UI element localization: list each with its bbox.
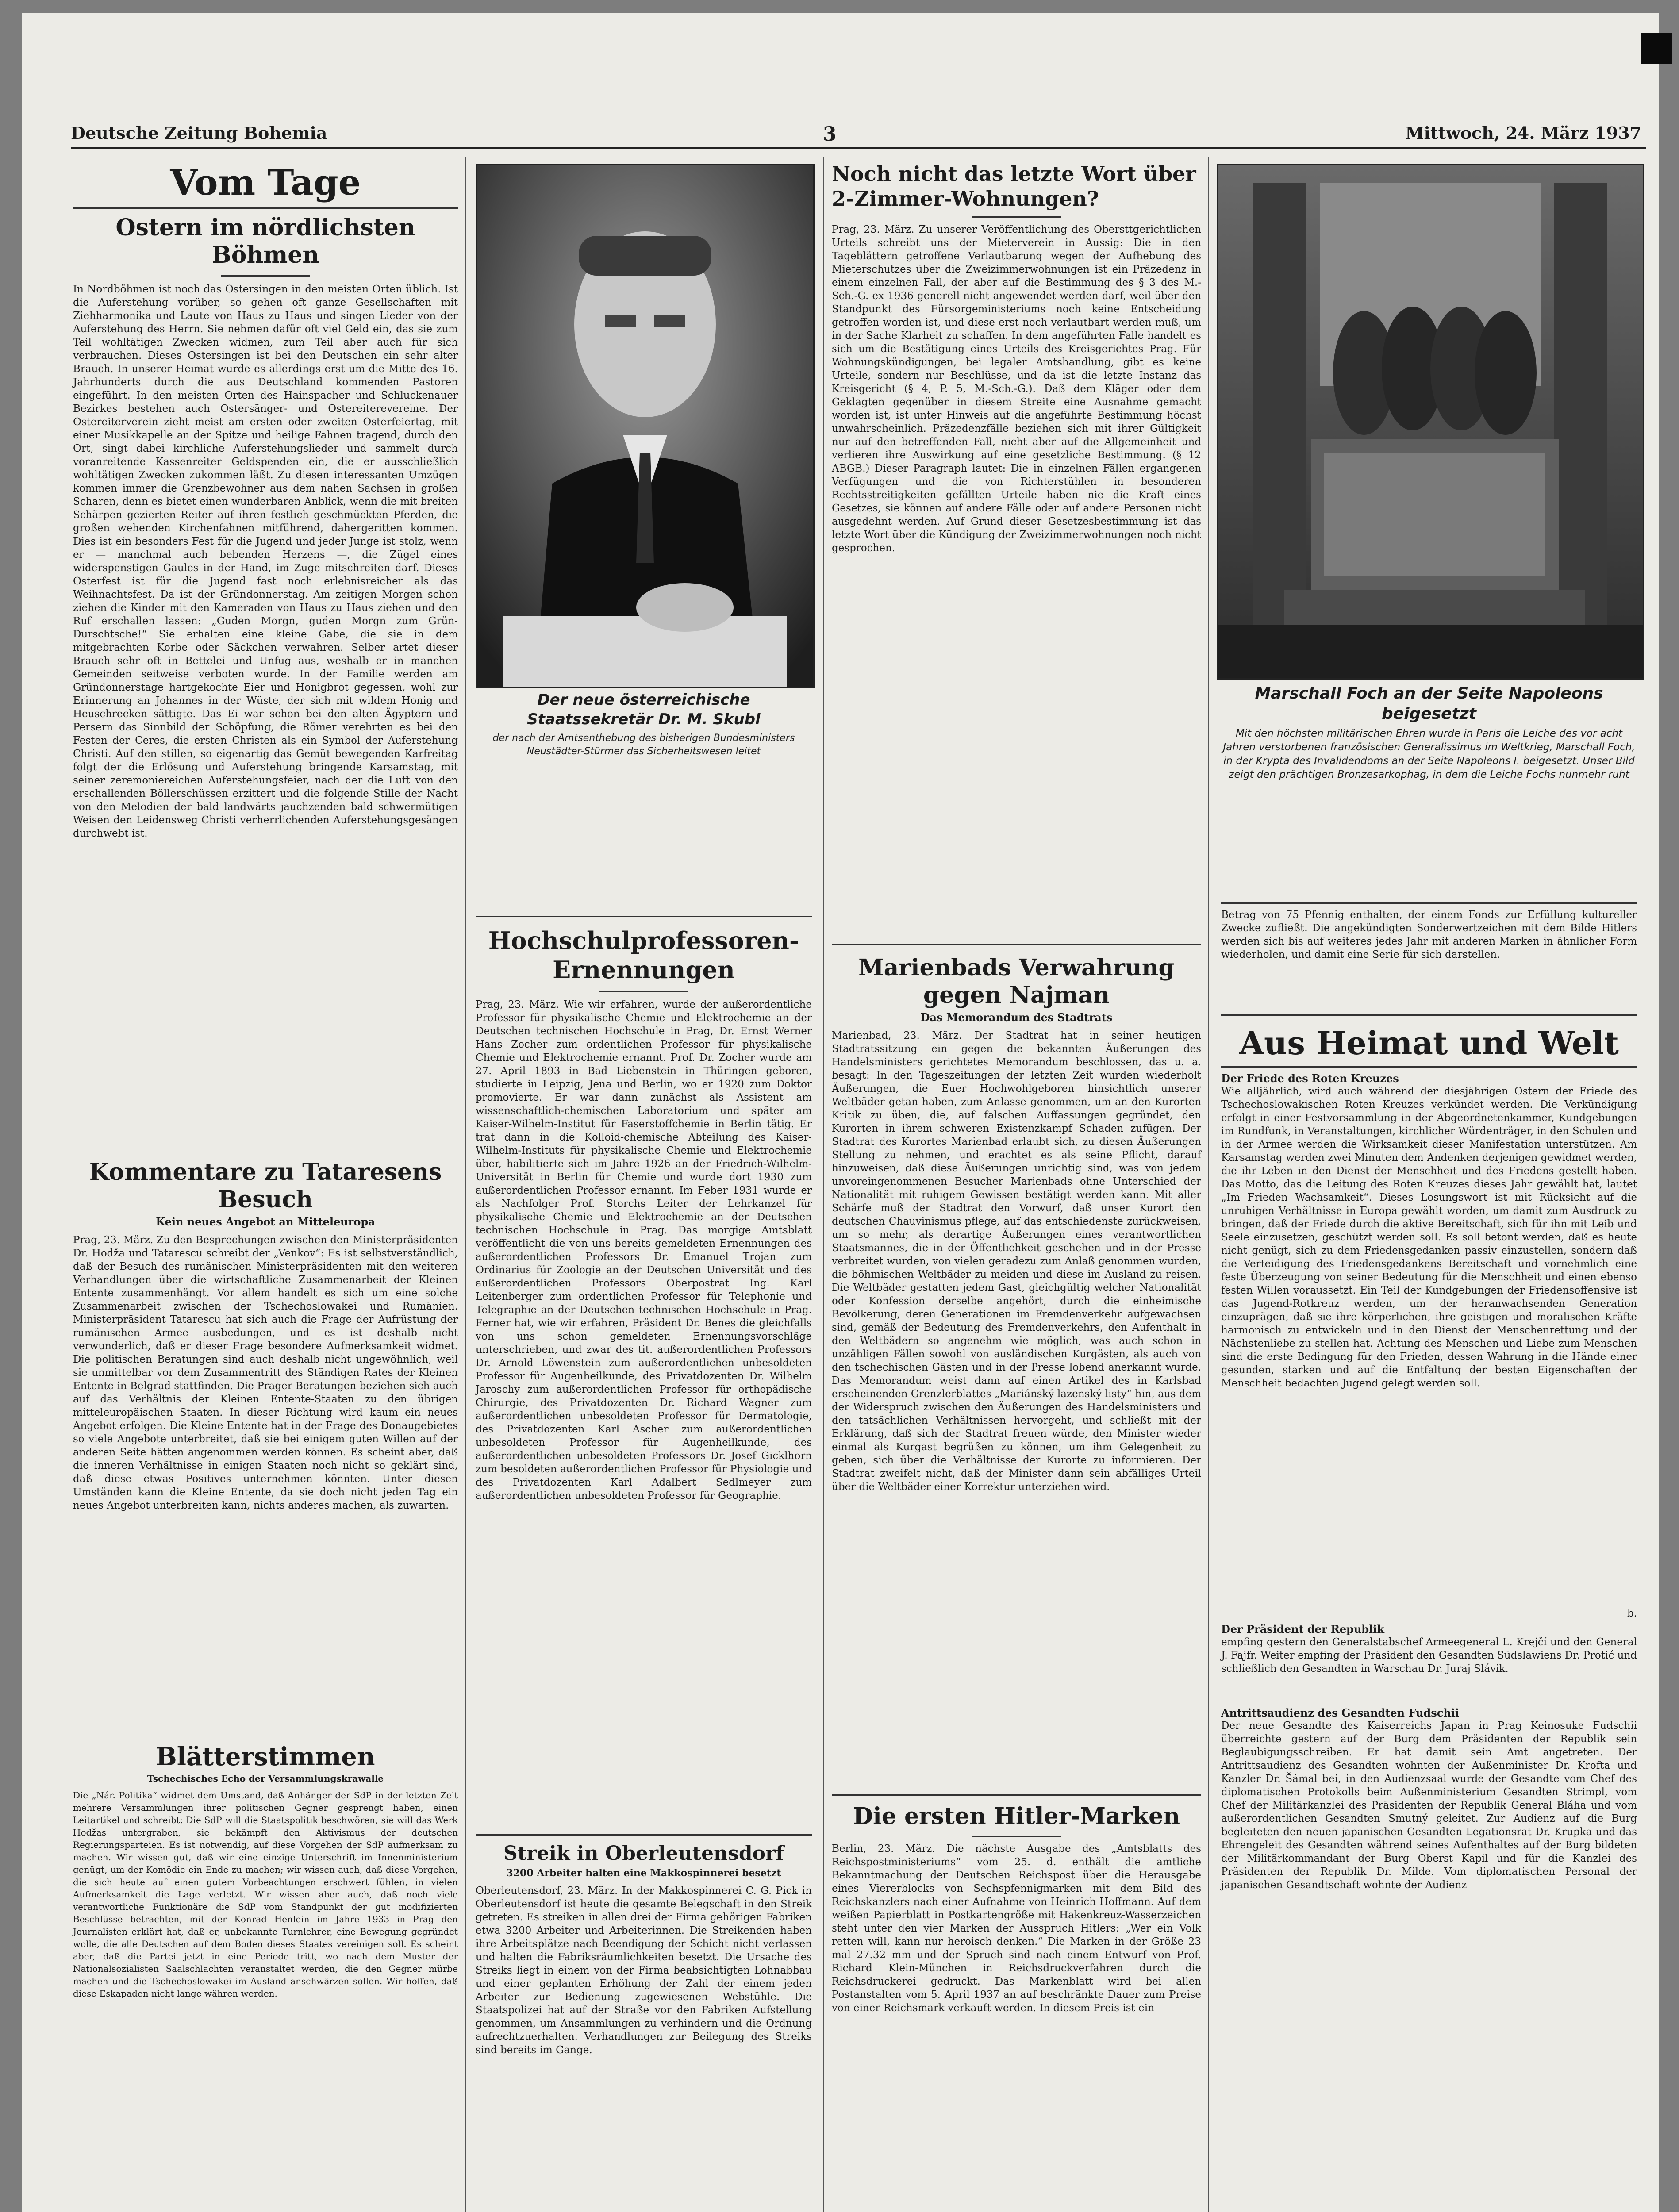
article-body: Marienbad, 23. März. Der Stadtrat hat in seiner heutigen Stadtratssitzung ein gegen die bekannten Äußerungen des Handelsministers gerichtetes Memorandum beschlossen, das u. a. besagt: In den Tageszeitungen der letzten Zeit wurden wiederholt Äußerungen, die Euer Hochwohlgeboren hinsichtlich unserer Weltbäder getan haben, zum Anlasse genommen, um an den Kurorten Kritik zu üben, die, auf falschen Auffassungen gegründet, den Kurorten in ihrem schweren Existenzkampf Schaden zufügen. Der Stadtrat des Kurortes Marienbad erlaubt sich, zu diesen Äußerungen Stellung zu nehmen, und erachtet es als seine Pflicht, darauf hinzuweisen, daß diese Äußerungen unrichtig sind, was von jedem unvoreingenommenen Besucher Marienbads ohne Unterschied der Nationalität mit ruhigem Gewissen bestätigt werden kann. Mit aller Schärfe muß der Stadtrat den Vorwurf, daß unser Kurort den deutschen Chauvinismus pflege, auf das entschiedenste zurückweisen, um so mehr, als derartige Äußerungen eines verantwortlichen Staatsmannes, die in der Öffentlichkeit geschehen und in der Presse verbreitet wurden, von vielen geradezu zum Anlaß genommen wurden, die böhmischen Weltbäder zu meiden und diese im Ausland zu reisen. Die Weltbäder gestatten jedem Gast, gleichgültig welcher Nationalität oder Konfession derselbe angehört, durch die einheimische Bevölkerung, deren Generationen im Fremdenverkehr aufgewachsen sind, gemäß der Bedeutung des Fremdenverkehrs, den Aufenthalt in den Weltbädern so angenehm wie möglich, was auch schon in unzähligen Fällen sowohl von ausländischen Kurgästen, als auch von den tschechischen Gästen und in der Presse lobend anerkannt wurde. Das Memorandum weist dann auf einen Artikel des in Karlsbad erscheinenden Grenzlerblattes „Mariánský lazenský listy“ hin, aus dem der Widerspruch zwischen den Äußerungen des Handelsministers und den tatsächlichen Verhältnissen hervorgeht, und schließt mit der Erklärung, daß sich der Stadtrat freuen würde, den Minister wieder einmal als Kurgast begrüßen zu können, um ihm Gelegenheit zu geben, sich über die Verhältnisse der Kurorte zu informieren. Der Stadtrat zweifelt nicht, daß der Minister dann sein abfälliges Urteil über die Weltbäder einer Korrektur unterziehen wird. — [832, 1030, 1201, 1493]
article-body: Betrag von 75 Pfennig enthalten, der einem Fonds zur Erfüllung kultureller Zwecke zufließt. Die angekündigten Sonderwertzeichen mit dem Bilde Hitlers werden sich bis auf weiteres jedes Jahr mit anderen Marken in ähnlicher Form wiederholen, und damit eine Serie für sich darstellen. — [1221, 909, 1637, 960]
article-subtitle: 3200 Arbeiter halten eine Makkospinnerei besetzt — [506, 1867, 781, 1879]
divider — [1221, 902, 1637, 904]
registration-mark — [1641, 33, 1672, 64]
article-title: Hochschulprofessoren-Ernennungen — [488, 926, 799, 984]
divider — [476, 916, 812, 917]
column-4 — [1221, 898, 1637, 2212]
divider — [221, 275, 310, 276]
news-title: Der Präsident der Republik — [1221, 1623, 1385, 1636]
article-body: Prag, 23. März. Zu den Besprechungen zwischen den Ministerpräsidenten Dr. Hodža und Tatarescu schreibt der „Venkov“: Es ist selbstverständlich, daß der Besuch des rumänischen Ministerpräsidenten mit den weiteren Verhandlungen über die wirtschaftliche Zusammenarbeit der Kleinen Entente zusammenhängt. Vor allem handelt es sich um eine solche Zusammenarbeit zwischen der Tschechoslowakei und Rumänien. Ministerpräsident Tatarescu hat sich auch die Frage der Aufrüstung der rumänischen Armee ausbedungen, und es ist deshalb nicht verwunderlich, daß er dieser Frage besondere Aufmerksamkeit widmet. Die politischen Beratungen sind auch deshalb nicht ungewöhnlich, weil sie unmittelbar vor dem Zusammentritt des Ständigen Rates der Kleinen Entente in Belgrad stattfinden. Die Prager Beratungen beziehen sich auch auf das Verhältnis der Kleinen Entente-Staaten zu den übrigen mitteleuropäischen Staaten. In dieser Richtung wird kaum ein neues Angebot erfolgen. Die Kleine Entente hat in der Frage des Donaugebietes so viele Angebote unterbreitet, daß sie bei einigem guten Willen auf der anderen Seite hätten angenommen werden können. Es scheint aber, daß die inneren Verhältnisse in einigen Staaten noch nicht so geklärt sind, daß diese etwas Positives unternehmen könnten. Unter diesen Umständen kann die Kleine Entente, da sie doch nicht jeden Tag ein neues Angebot unterbreiten kann, nichts anderes machen, als zuwarten. — [73, 1234, 458, 1511]
news-body: empfing gestern den Generalstabschef Armeegeneral L. Krejčí und den General J. Fajfr. Weiter empfing der Präsident den Gesandten Südslawiens Dr. Protić und schließlich den Gesandten in Warschau Dr. Juraj Slávik. — [1221, 1636, 1637, 1674]
news-title: Antrittsaudienz des Gesandten Fudschii — [1221, 1706, 1459, 1719]
issue-date: Mittwoch, 24. März 1937 — [1405, 123, 1641, 143]
section-title: Vom Tage — [170, 161, 361, 203]
divider — [1221, 1014, 1637, 1016]
author-sign: b. — [1627, 1608, 1637, 1619]
divider — [599, 991, 688, 992]
divider — [476, 1834, 812, 1836]
header-rule — [71, 147, 1646, 149]
article-body: In Nordböhmen ist noch das Ostersingen in den meisten Orten üblich. Ist die Auferstehung vorüber, so gehen oft ganze Gesellschaften mit Ziehharmonika und Laute von Haus zu Haus und singen Lieder von der Auferstehung des Herrn. Sie nehmen dafür oft viel Geld ein, das sie zum Teil wohltätigen Zwecken widmen, zum Teil aber auch für sich verbrauchen. Dieses Ostersingen ist bei den Deutschen ein sehr alter Brauch. In unserer Heimat wurde es allerdings erst um die Mitte des 16. Jahrhunderts durch die aus Deutschland kommenden Pastoren eingeführt. In den meisten Orten des Hainspacher und Schluckenauer Bezirkes bestehen auch Ostersänger- und Ostereiterevereine. Der Ostereiterverein zieht meist am ersten oder zweiten Osterfeiertag, mit einer Musikkapelle an der Spitze und heilige Fahnen tragend, durch den Ort, singt dabei kirchliche Auferstehungslieder und sammelt durch voranreitende Kassenreiter Geldspenden ein, die er ausschließlich wohltätigen Zwecken zukommen läßt. Zu diesen interessanten Umzügen kommen immer die Grenzbewohner aus dem nahen Sachsen in großen Scharen, denn es bietet einen wunderbaren Anblick, wenn die mit breiten Schärpen gezierten Reiter auf ihren festlich geschmückten Pferden, die großen wehenden Kirchenfahnen mitführend, dahergeritten kommen. Dies ist ein besonders Fest für die Jugend und jeder Junge ist stolz, wenn er — manchmal auch bebenden Herzens —, die Zügel eines widerspenstigen Gaules in der Hand, im Zuge mitschreiten darf. Dieses Osterfest ist für die Jugend fast noch erlebnisreicher als das Weihnachtsfest. Da ist der Gründonnerstag. Am zeitigen Morgen schon ziehen die Kinder mit den Kameraden von Haus zu Haus ziehen und den Ruf erschallen lassen: „Guden Morgn, guden Morgn zum Grün-Durschtsche!“ Sie erhalten eine kleine Gabe, die sie in dem mitgebrachten Korbe oder Säckchen verwahren. Selber artet dieser Brauch sehr oft in Bettelei und Unfug aus, weshalb er in manchen Gemeinden seitweise verboten wurde. In der Familie werden am Gründonnerstage hartgekochte Eier und Honigbrot gegessen, wohl zur Erinnerung an Johannes in der Wüste, der sich mit wildem Honig und Heuschrecken sättigte. Das Ei war schon bei den alten Ägyptern und Persern das Sinnbild der Schöpfung, die Römer verehrten es bei den Festen der Ceres, die ersten Christen als ein Symbol der Auferstehung Christi. Auf den stillen, so eigenartig das Gemüt bewegenden Karfreitag folgt der die Erlösung und Auferstehung bringende Karsamstag, mit seiner zeremoniereichen Auferstehungsfeier, nach der die Luft von den erschallenden Böllerschüssen erzittert und die folgende Stille der Nacht von den Melodien der bald landwärts jauchzenden bald schwermütigen Weisen den Leidensweg Christi verherrlichenden Auferstehungsgesängen durchwebt ist. — [73, 284, 458, 839]
divider — [832, 944, 1201, 945]
divider — [832, 1794, 1201, 1796]
article-body: Prag, 23. März. Wie wir erfahren, wurde der außerordentliche Professor für physikalische Chemie und Elektrochemie an der Deutschen technischen Hochschule in Prag, Dr. Ernst Werner Hans Zocher zum ordentlichen Professor für physikalische Chemie und Elektrochemie ernannt. Prof. Dr. Zocher wurde am 27. April 1893 in Bad Liebenstein in Thüringen geboren, studierte in Leipzig, Jena und Berlin, wo er 1920 zum Doktor promovierte. Er war dann zunächst als Assistent am wissenschaftlich-chemischen Laboratorium und später am Kaiser-Wilhelm-Institut für Faserstoffchemie in Berlin tätig. Er trat dann in die Kolloid-chemische Abteilung des Kaiser-Wilhelm-Instituts für physikalische Chemie und Elektrochemie über, habilitierte sich im Jahre 1926 an der Friedrich-Wilhelm-Universität in Berlin für Chemie und wurde dort 1930 zum außerordentlichen Professor ernannt. Im Feber 1931 wurde er als Nachfolger Prof. Storchs Leiter der Lehrkanzel für physikalische Chemie und Elektrochemie an der Deutschen technischen Hochschule in Prag. Das morgige Amtsblatt veröffentlicht die von uns bereits gemeldeten Ernennungen des außerordentlichen Professors Dr. Emanuel Trojan zum Ordinarius für Zoologie an der Deutschen Universität und des außerordentlichen Professors Oberpostrat Ing. Karl Leitenberger zum ordentlichen Professor für Telephonie und Telegraphie an der Deutschen technischen Hochschule in Prag. Ferner hat, wie wir erfahren, Präsident Dr. Benes die gleichfalls von uns schon gemeldeten Ernennungsvorschläge unterschrieben, und zwar des tit. außerordentlichen Professors Dr. Arnold Löwenstein zum außerordentlichen unbesoldeten Professor für Augenheilkunde, des Privatdozenten Dr. Wilhelm Jaroschy zum außerordentlichen Professor für orthopädische Chirurgie, des Privatdozenten Dr. Richard Wagner zum außerordentlichen unbesoldeten Professor für Dermatologie, des Privatdozenten Karl Ascher zum außerordentlichen unbesoldeten Professor für Augenheilkunde, des außerordentlichen unbesoldeten Professors Dr. Josef Gicklhorn zum besoldeten außerordentlichen Professor für Physiologie und des Privatdozenten Karl Adalbert Sedlmeyer zum außerordentlichen unbesoldeten Professor für Geographie. — [476, 999, 812, 1502]
article-body: Oberleutensdorf, 23. März. In der Makkospinnerei C. G. Pick in Oberleutensdorf ist heute die gesamte Belegschaft in den Streik getreten. Es streiken in allen drei der Firma gehörigen Fabriken etwa 3200 Arbeiter und Arbeiterinnen. Die Streikenden haben ihre Arbeitsplätze nach Beendigung der Schicht nicht verlassen und halten die Fabriksräumlichkeiten besetzt. Die Ursache des Streiks liegt in einem von der Firma beabsichtigten Lohnabbau und einer geplanten Erhöhung der Zahl der einem jeden Arbeiter zur Bedienung zugewiesenen Webstühle. Die Staatspolizei hat auf der Straße vor den Fabriken Aufstellung genommen, um Ansammlungen zu verhindern und die Ordnung aufrechtzuerhalten. Verhandlungen zur Beilegung des Streiks sind bereits im Gange. — [476, 1885, 812, 2056]
news-body: Der neue Gesandte des Kaiserreichs Japan in Prag Keinosuke Fudschii überreichte gestern auf der Burg dem Präsidenten der Republik sein Beglaubigungsschreiben. Er hat damit sein Amt angetreten. Der Antrittsaudienz des Gesandten wohnten der Außenminister Dr. Krofta und Kanzler Dr. Šámal bei, in den Audienzsaal wurde der Gesandte vom Chef des diplomatischen Protokolls beim Außenministerium Gesandten Strimpl, vom Chef der Militärkanzlei des Präsidenten der Republik General Bláha und vom außerordentlichen Gesandten Smutný geleitet. Zur Audienz auf die Burg begleiteten den neuen japanischen Gesandten Legationsrat Dr. Krupka und das Ehrengeleit des Gesandten während seines Aufenthaltes auf der Burg bildeten der Militärkommandant der Burg Oberst Kapil und für die Kanzlei des Präsidenten der Republik Dr. Milde. Vom diplomatischen Personal der japanischen Gesandtschaft wohnte der Audienz — [1221, 1720, 1637, 1891]
photo-caption — [1221, 684, 1637, 896]
column-1 — [73, 161, 458, 2212]
divider — [1221, 1066, 1637, 1068]
article-title: Marienbads Verwahrung gegen Najman — [858, 954, 1175, 1009]
article-subtitle: Das Memorandum des Stadtrats — [920, 1011, 1113, 1024]
divider — [972, 216, 1061, 218]
column-2 — [476, 810, 812, 2212]
portrait-illustration — [477, 165, 813, 687]
article-title: Streik in Oberleutensdorf — [503, 1842, 784, 1865]
article-title: Noch nicht das letzte Wort über 2-Zimmer-Wohnungen? — [832, 162, 1196, 211]
page-number: 3 — [823, 123, 837, 146]
column-divider — [1208, 157, 1209, 2212]
paper-name: Deutsche Zeitung Bohemia — [71, 123, 327, 143]
article-title: Kommentare zu Tataresens Besuch — [89, 1159, 442, 1213]
photo-caption — [476, 690, 812, 805]
news-body: Wie alljährlich, wird auch während der diesjährigen Ostern der Friede des Tschechoslowakischen Roten Kreuzes verkündet werden. Die Verkündigung erfolgt in einer Festvorsammlung in der Abgeordnetenkammer, Kundgebungen im Rundfunk, in Veranstaltungen, kirchlicher Würdenträger, in den Schulen und in der Armee werden die Wirksamkeit dieser Manifestation unterstützen. Am Karsamstag werden zwei Minuten dem Andenken derjenigen gewidmet werden, die ihr Leben in den Dienst der Menschheit und des Friedens gestellt haben. Das Motto, das die Leitung des Roten Kreuzes dieses Jahr gewählt hat, lautet „Im Frieden Wachsamkeit“. Dieses Losungswort ist mit Rücksicht auf die unruhigen Verhältnisse in Europa gewählt worden, um damit zum Ausdruck zu bringen, daß der Friede durch die aktive Bereitschaft, sich für ihn mit Leib und Seele einzusetzen, geschützt werden soll. Es soll betont werden, daß es heute nicht genügt, sich zu dem Friedensgedanken passiv einzustellen, sondern daß die Verteidigung des Friedensgedankens Bereitschaft und vornehmlich eine feste Überzeugung von seiner Bedeutung für die Menschheit und einen ebenso festen Willen voraussetzt. Ein Teil der Kundgebungen der Friedensoffensive ist das Jugend-Rotkreuz werden, um der heranwachsenden Generation einzuprägen, daß sie ihre körperlichen, ihre geistigen und moralischen Kräfte harmonisch zu entwickeln und in den Dienst der Menschenrettung und der Nächstenliebe zu stellen hat. Achtung des Menschen und Liebe zum Menschen sind die erste Bedingung für den Frieden, dessen Wahrung in die Hände einer gesunden, starken und auf die Entfaltung der besten Eigenschaften der Menschheit bedachten Jugend gelegt werden soll. — [1221, 1086, 1637, 1389]
column-divider — [465, 157, 466, 2212]
article-body: Prag, 23. März. Zu unserer Veröffentlichung des Obersttgerichtlichen Urteils schreibt uns der Mieterverein in Aussig: Die in den Tageblättern getroffene Verlautbarung wegen der Aufhebung des Mieterschutzes über die Zweizimmerwohnungen ist ein Präzedenz in einem einzelnen Fall, der aber auf die Bestimmung des § 3 des M.-Sch.-G. ex 1936 generell nicht angewendet werden darf, weil über den Standpunkt des Fürsorgeministeriums noch keine Entscheidung getroffen worden ist, und diese erst noch verlautbart werden muß, um in der Sache Klarheit zu schaffen. In dem angeführten Falle handelt es sich um die Bestätigung eines Urteils des Kreisgerichtes Prag. Für Wohnungskündigungen, bei legaler Amtshandlung, gibt es keine Urteile, sondern nur Beschlüsse, und da ist die letzte Instanz das Kreisgericht (§ 4, P. 5, M.-Sch.-G.). Daß dem Kläger oder dem Geklagten gegenüber in diesem Streite eine Ausnahme gemacht worden ist, ist unter Hinweis auf die angeführte Bestimmung höchst unwahrscheinlich. Präzedenzfälle beziehen sich mit ihrer Gültigkeit nur auf den betreffenden Fall, nicht aber auf die Allgemeinheit und verlieren ihre Auswirkung auf eine gesetzliche Bestimmung. (§ 12 ABGB.) Dieser Paragraph lautet: Die in einzelnen Fällen ergangenen Verfügungen und die von Richterstühlen in besonderen Rechtsstreitigkeiten gefällten Urteile haben nie die Kraft eines Gesetzes, sie können auf andere Fälle oder auf andere Personen nicht ausgedehnt werden. Auf Grund dieser Gesetzesbestimmung ist das letzte Wort über die Kündigung der Zweizimmerwohnungen noch nicht gesprochen. — [832, 224, 1201, 554]
column-3 — [832, 161, 1201, 2212]
caption-text: der nach der Amtsenthebung des bisherigen Bundesministers Neustädter-Stürmer das Sicherheitswesen leitet — [492, 733, 795, 757]
caption-title: Marschall Foch an der Seite Napoleons beigesetzt — [1255, 684, 1603, 723]
section-title: Aus Heimat und Welt — [1239, 1024, 1619, 1062]
article-subtitle: Kein neues Angebot an Mitteleuropa — [156, 1215, 375, 1228]
column-divider — [823, 157, 824, 2212]
article-body: Die „Nár. Politika“ widmet dem Umstand, daß Anhänger der SdP in der letzten Zeit mehrere Versammlungen ihrer politischen Gegner gesprengt haben, einen Leitartikel und schreibt: Die SdP will die Staatspolitik beschwören, sie will das Werk Hodžas untergraben, sie bekämpft den Aktivismus der deutschen Regierungsparteien. Es ist notwendig, auf diese Vorgehen der SdP aufmerksam zu machen. Wir wissen gut, daß wir eine einzige Unterschrift im Innenministerium genügt, um der Komödie ein Ende zu machen; wir wissen auch, daß diese Vorgehen, die sich heute auf einen gutem Vorbeachtungen erschwert fühlen, in vielen Aufmerksamkeit die Lage verletzt. Wir wissen aber auch, daß noch viele verantwortliche Funktionäre die SdP vom Standpunkt der gut modifizierten Beschlüsse betrachten, mit der Konrad Henlein im Jahre 1933 in Prag den Journalisten erklärt hat, daß er, unbekannte Turnlehrer, eine Bewegung gegründet wolle, die alle Deutschen auf dem Boden dieses Staates vereinigen soll. Es scheint aber, daß die Partei jetzt in eine Periode tritt, wo nach dem Muster der Nationalsozialisten Saalschlachten veranstaltet werden, die den Gegner mürbe machen und die Tschechoslowakei im Ausland anschwärzen sollen. Wir hoffen, daß diese Eskapaden nicht lange währen werden. — [73, 1790, 458, 1999]
article-title: Blätterstimmen — [156, 1742, 375, 1771]
divider — [972, 1836, 1061, 1837]
article-title: Ostern im nördlichsten Böhmen — [115, 214, 415, 269]
news-title: Der Friede des Roten Kreuzes — [1221, 1072, 1399, 1085]
caption-text: Mit den höchsten militärischen Ehren wurde in Paris die Leiche des vor acht Jahren verstorbenen französischen Generalissimus im Weltkrieg, Marschall Foch, in der Krypta des Invalidendoms an der Seite Napoleons I. beigesetzt. Unser Bild zeigt den prächtigen Bronzesarkophag, in dem die Leiche Fochs nunmehr ruht — [1223, 728, 1635, 780]
article-subtitle: Tschechisches Echo der Versammlungskrawalle — [147, 1773, 384, 1784]
newspaper-page — [22, 13, 1659, 2212]
caption-title: Der neue österreichische Staatssekretär Dr. M. Skubl — [527, 691, 761, 728]
divider — [73, 207, 458, 209]
sarcophagus-photo — [1217, 164, 1644, 680]
portrait-photo — [476, 164, 815, 688]
sarcophagus-illustration — [1218, 165, 1643, 678]
article-body: Berlin, 23. März. Die nächste Ausgabe des „Amtsblatts des Reichspostministeriums“ vom 25. d. enthält die amtliche Bekanntmachung der Deutschen Reichspost über die Herausgabe eines Viererblocks von Sechspfennigmarken mit dem Bild des Reichskanzlers nach einer Aufnahme von Heinrich Hoffmann. Auf dem weißen Papierblatt in Postkartengröße mit Hakenkreuz-Wasserzeichen steht unter den vier Marken der Ausspruch Hitlers: „Wer ein Volk retten will, kann nur heroisch denken.“ Die Marken in der Größe 23 mal 27.32 mm und der Spruch sind nach einem Entwurf von Prof. Richard Klein-München in Reichsdruckverfahren durch die Reichsdruckerei gedruckt. Das Markenblatt wird bei allen Postanstalten vom 5. April 1937 an auf beschränkte Dauer zum Preise von einer Reichsmark verkauft werden. In diesem Preis ist ein — [832, 1843, 1201, 2014]
article-title: Die ersten Hitler-Marken — [853, 1803, 1180, 1830]
